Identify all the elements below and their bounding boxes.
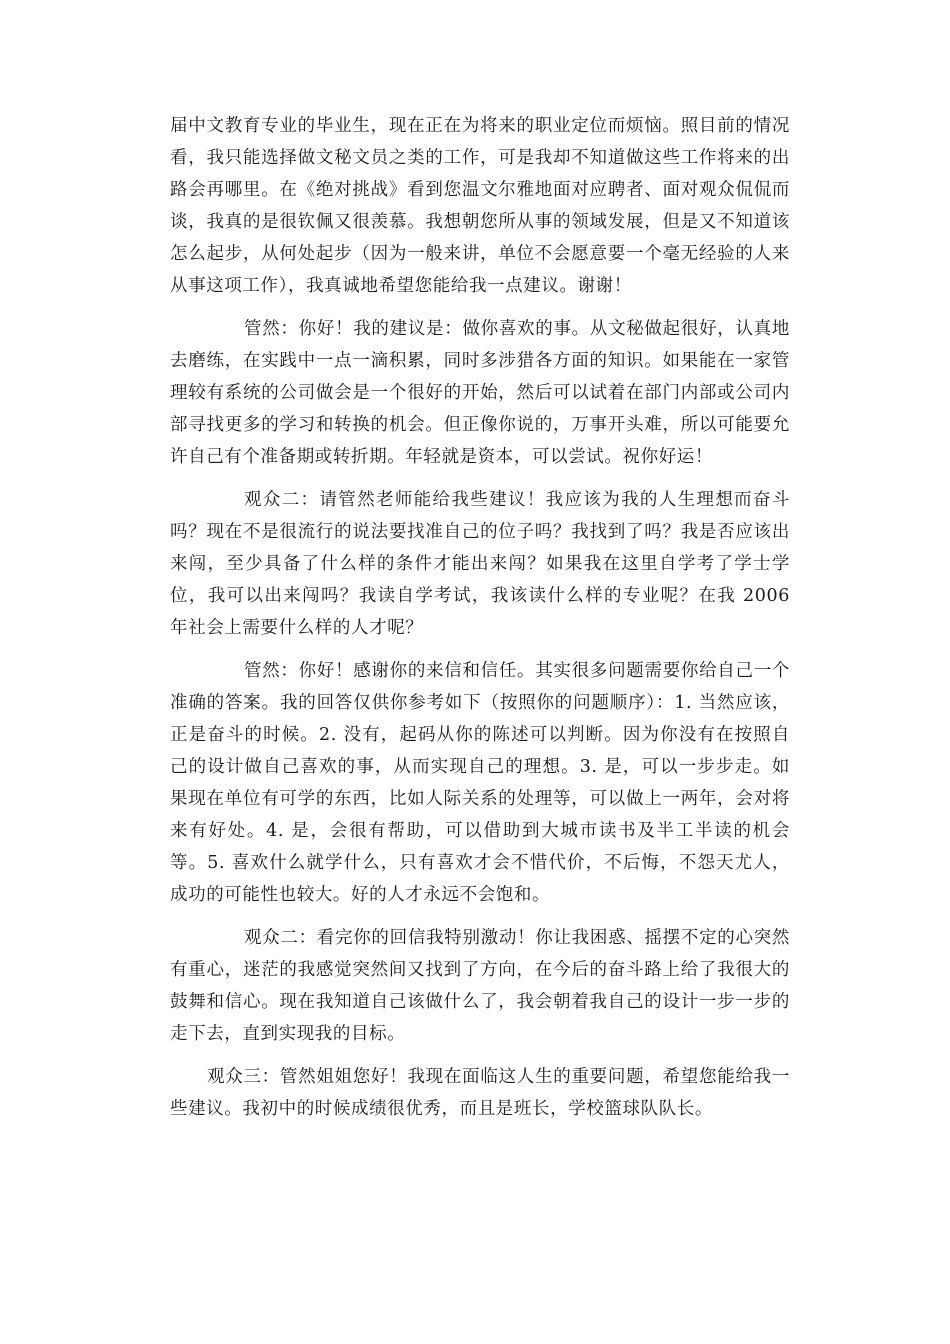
paragraph-audience-three-question: 观众三：管然姐姐您好！我现在面临这人生的重要问题，希望您能给我一些建议。我初中的时候成绩很优秀，而且是班长，学校篮球队队长。: [170, 1067, 790, 1119]
paragraph-applicant-letter: 届中文教育专业的毕业生，现在正在为将来的职业定位而烦恼。照目前的情况看，我只能选择做文秘文员之类的工作，可是我却不知道做这些工作将来的出路会再哪里。在《绝对挑战》看到您温文尔雅地面对应聘者、面对观众侃侃而谈，我真的是很钦佩又很羡慕。我想朝您所从事的领域发展，但是又不知道该怎么起步，从何处起步（因为一般来讲，单位不会愿意要一个毫无经验的人来从事这项工作），我真诚地希望您能给我一点建议。谢谢！: [170, 116, 790, 296]
paragraph-audience-two-question: 观众二：请管然老师能给我些建议！我应该为我的人生理想而奋斗吗？现在不是很流行的说法要找准自己的位子吗？我找到了吗？我是否应该出来闯，至少具备了什么样的条件才能出来闯？如果我在这里自学考了学士学位，我可以出来闯吗？我读自学考试，我该读什么样的专业呢？在我 2006 年社会上需要什么样的人才呢？: [170, 490, 790, 638]
paragraph-audience-two-followup: 观众二：看完你的回信我特别激动！你让我困惑、摇摆不定的心突然有重心，迷茫的我感觉突然间又找到了方向，在今后的奋斗路上给了我很大的鼓舞和信心。现在我知道自己该做什么了，我会朝着我自己的设计一步一步的走下去，直到实现我的目标。: [170, 928, 790, 1044]
document-body: [170, 110, 790, 1136]
paragraph-guanran-reply-2: 管然：你好！感谢你的来信和信任。其实很多问题需要你给自己一个准确的答案。我的回答仅供你参考如下（按照你的问题顺序）：1. 当然应该，正是奋斗的时候。2. 没有，起码从你的陈述可以判断。因为你没有在按照自己的设计做自己喜欢的事，从而实现自己的理想。3. 是，可以一步步走。如果现在单位有可学的东西，比如人际关系的处理等，可以做上一两年，会对将来有好处。4. 是，会很有帮助，可以借助到大城市读书及半工半读的机会等。5. 喜欢什么就学什么，只有喜欢才会不惜代价，不后悔，不怨天尤人，成功的可能性也较大。好的人才永远不会饱和。: [170, 661, 790, 905]
paragraph-guanran-reply-1: 管然：你好！我的建议是：做你喜欢的事。从文秘做起很好，认真地去磨练，在实践中一点一滴积累，同时多涉猎各方面的知识。如果能在一家管理较有系统的公司做会是一个很好的开始，然后可以试着在部门内部或公司内部寻找更多的学习和转换的机会。但正像你说的，万事开头难，所以可能要允许自己有个准备期或转折期。年轻就是资本，可以尝试。祝你好运！: [170, 319, 790, 467]
